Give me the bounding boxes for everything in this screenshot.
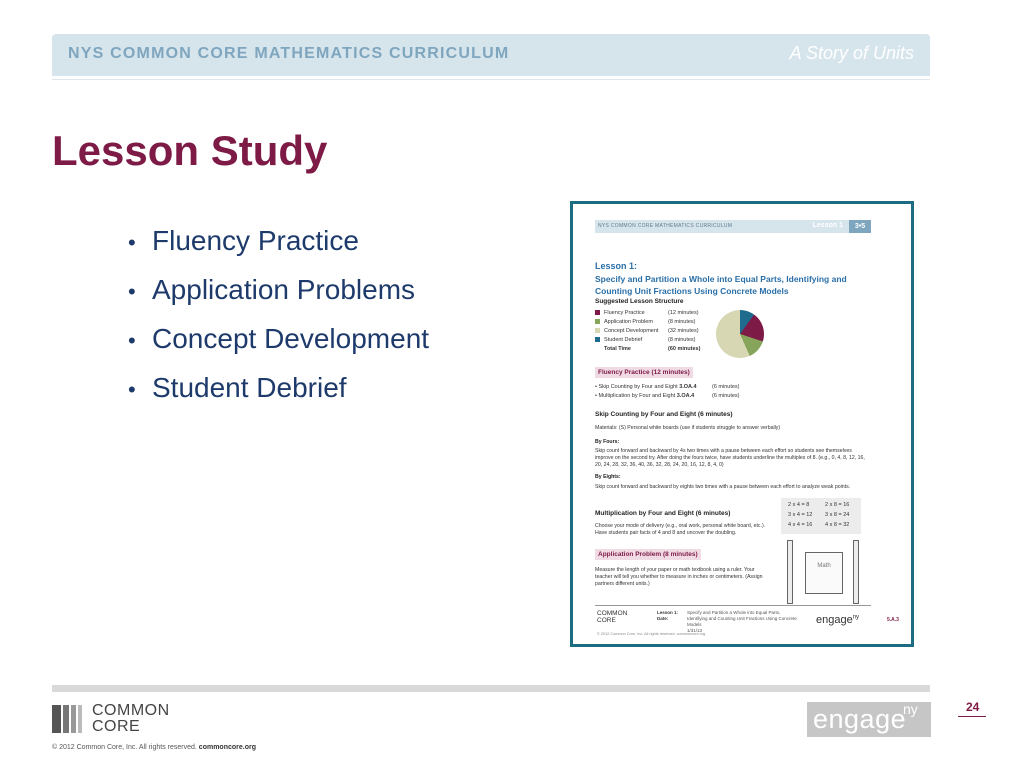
mult-fact: 4 x 4 = 16	[788, 522, 813, 528]
page-number-underline	[958, 716, 986, 717]
structure-row	[595, 319, 696, 328]
structure-minutes: (32 minutes)	[668, 328, 699, 334]
engage-wordmark: engage	[813, 704, 907, 734]
thumb-header-lesson: Lesson 1	[812, 222, 843, 229]
thumb-footer-labels	[657, 610, 691, 622]
bullet-item	[128, 222, 429, 271]
lesson-structure-pie-chart	[716, 310, 764, 358]
legend-swatch	[595, 328, 600, 333]
mult-fact: 4 x 8 = 32	[825, 522, 850, 528]
fluency-band: Fluency Practice (12 minutes)	[595, 367, 693, 378]
footer-bar	[52, 685, 930, 692]
bullet-dot: •	[128, 230, 136, 255]
ruler-illustration	[787, 540, 793, 604]
bullet-text: Student Debrief	[152, 372, 347, 403]
curriculum-title: NYS COMMON CORE MATHEMATICS CURRICULUM	[68, 45, 510, 62]
by-fours-text: Skip count forward and backward by 4s two times with a pause between each effort so students see themselves improve on the second try. After doing the fours twice, have students underline the multiples of 8. (e.g., 0, 4, 8, 12, 16, 20, 24, 28, 32, 36, 40, 36, 32, 28, 24, 20, 16, 12, 8, 4, 0)	[595, 448, 865, 468]
structure-label: Total Time	[604, 346, 631, 352]
thumb-footer-lesson-label: Lesson 1:	[657, 610, 679, 615]
structure-minutes: (8 minutes)	[668, 337, 696, 343]
thumb-footer-date-label: Date:	[657, 616, 669, 621]
structure-minutes: (8 minutes)	[668, 319, 696, 325]
mult-fact: 3 x 4 = 12	[788, 512, 813, 518]
bullet-item	[128, 369, 429, 418]
curriculum-header	[52, 34, 930, 76]
copyright-site: commoncore.org	[198, 744, 256, 751]
ny-wordmark: ny	[903, 701, 918, 717]
lesson-page-thumbnail	[570, 201, 914, 647]
application-band: Application Problem (8 minutes)	[595, 549, 701, 560]
logo-line-1: COMMON	[92, 702, 170, 719]
structure-total-row	[595, 346, 701, 355]
materials-text: Materials: (S) Personal white boards (use if students struggle to answer verbally)	[595, 425, 781, 431]
by-eights-text: Skip count forward and backward by eights two times with a pause between each effort to analyze weak points.	[595, 484, 851, 490]
thumb-engageny-logo: engage$^{ny}$	[816, 614, 860, 626]
logo-line-2: CORE	[92, 718, 141, 735]
multiplication-text: Choose your mode of delivery (e.g., oral work, personal white board, etc.). Have students pair facts of 4 and 8 and uncover the doubling.	[595, 523, 766, 536]
thumb-lesson-title: Specify and Partition a Whole into Equal Parts, Identifying and Counting Unit Fractions Using Concrete Models	[595, 274, 847, 296]
legend-swatch	[595, 337, 600, 342]
thumb-grade-badge: 3•5	[849, 220, 871, 233]
thumb-lesson-label: Lesson 1:	[595, 261, 638, 271]
structure-row	[595, 328, 699, 337]
structure-row	[595, 337, 696, 346]
structure-label: Fluency Practice	[604, 310, 645, 316]
thumb-header	[595, 220, 871, 233]
multiplication-facts-box	[781, 498, 861, 534]
by-fours-label: By Fours:	[595, 439, 620, 445]
bullet-item	[128, 271, 429, 320]
engageny-logo	[807, 702, 931, 737]
legend-swatch	[595, 310, 600, 315]
thumb-header-title: NYS COMMON CORE MATHEMATICS CURRICULUM	[598, 223, 733, 229]
thumb-copyright: © 2012 Common Core, Inc. All rights reserved. commoncore.org	[597, 632, 706, 636]
thumb-footer-description: Specify and Partition a Whole into Equal Parts, Identifying and Counting Unit Fractions Using Concrete Models 1/31/13	[687, 610, 797, 633]
bullet-dot: •	[128, 377, 136, 402]
legend-swatch	[595, 319, 600, 324]
fluency-item: • Multiplication by Four and Eight 3.OA.4 (6 minutes)	[595, 393, 740, 399]
bullet-item	[128, 320, 429, 369]
math-book-illustration: Math	[805, 552, 843, 594]
bullet-list	[128, 222, 429, 418]
bullet-text: Fluency Practice	[152, 225, 359, 256]
structure-label: Application Problem	[604, 319, 653, 325]
header-divider	[52, 79, 930, 80]
structure-label: Concept Development	[604, 328, 659, 334]
structure-label: Student Debrief	[604, 337, 643, 343]
thumb-page-number: 5.A.3	[887, 617, 899, 623]
skip-counting-heading: Skip Counting by Four and Eight (6 minutes)	[595, 411, 733, 418]
mult-fact: 3 x 8 = 24	[825, 512, 850, 518]
bullet-text: Application Problems	[152, 274, 416, 305]
thumb-common-core-logo: COMMON CORE	[597, 610, 628, 624]
ruler-illustration	[853, 540, 859, 604]
thumb-footer-date: 1/31/13	[687, 628, 703, 633]
story-of-units-label: A Story of Units	[789, 43, 914, 63]
structure-row	[595, 310, 699, 319]
copyright-notice: © 2012 Common Core, Inc. All rights reserved. commoncore.org	[52, 744, 256, 751]
mult-fact: 2 x 8 = 16	[825, 502, 850, 508]
bullet-dot: •	[128, 328, 136, 353]
thumb-structure-heading: Suggested Lesson Structure	[595, 298, 684, 305]
structure-minutes: (12 minutes)	[668, 310, 699, 316]
thumb-footer-divider	[595, 605, 871, 606]
application-text: Measure the length of your paper or math textbook using a ruler. Your teacher will tell you whether to measure in inches or centimeters. (Assign partners different units.)	[595, 567, 763, 587]
structure-minutes: (60 minutes)	[668, 346, 701, 352]
common-core-logo-icon	[52, 705, 84, 733]
mult-fact: 2 x 4 = 8	[788, 502, 810, 508]
bullet-text: Concept Development	[152, 323, 430, 354]
slide-title: Lesson Study	[52, 127, 328, 174]
slide-page-number: 24	[966, 700, 980, 714]
fluency-item: • Skip Counting by Four and Eight 3.OA.4 (6 minutes)	[595, 384, 740, 390]
by-eights-label: By Eights:	[595, 474, 621, 480]
common-core-logo-text	[92, 703, 170, 735]
multiplication-heading: Multiplication by Four and Eight (6 minutes)	[595, 510, 731, 517]
bullet-dot: •	[128, 279, 136, 304]
